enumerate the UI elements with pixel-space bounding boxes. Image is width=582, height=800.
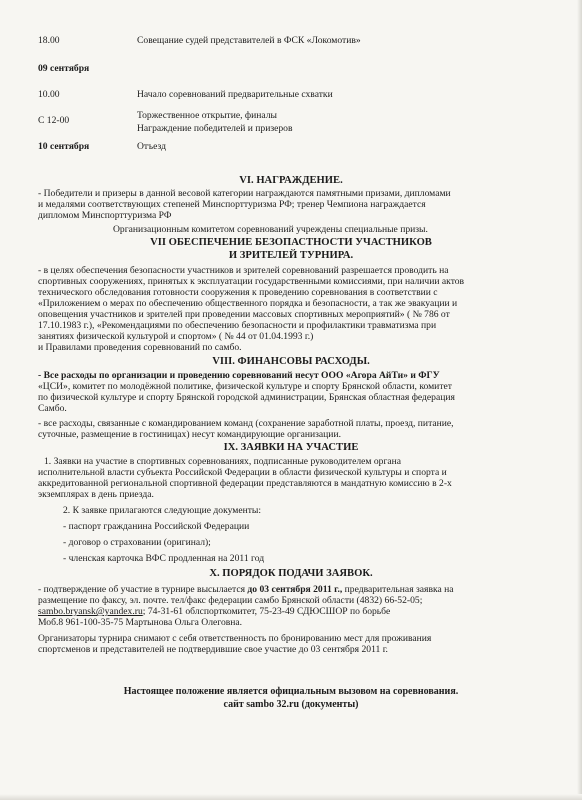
section-8-title: VIII. ФИНАНСОВЫ РАСХОДЫ. <box>212 356 370 367</box>
section-7-line: занятиях физической культурой и спортом» ( № 44 от 01.04.1993 г.) <box>38 331 314 342</box>
section-10-line: Моб.8 961-100-35-75 Мартынова Ольга Олеговна. <box>38 617 243 628</box>
section-8-line: «ЦСИ», комитет по молодёжной политике, физической культуре и спорту Брянской области, комитет <box>38 381 452 392</box>
section-9-line: 2. К заявке прилагаются следующие документы: <box>63 505 262 516</box>
footer-site: сайт sambo 32.ru (документы) <box>223 699 359 710</box>
section-10-line: sambo.bryansk@yandex.ru; 74-31-61 облспорткомитет, 75-23-49 СДЮСШОР по борьбе <box>38 606 391 617</box>
section-6-line: дипломом Минспорттуризма РФ <box>38 210 172 221</box>
section-10-line: - подтверждение об участие в турнире высылается до 03 сентября 2011 г., предварительная заявка на <box>38 584 454 595</box>
section-8-line: Самбо. <box>38 403 67 414</box>
section-6-line: и медалями соответствующих степеней Минспорттуризма РФ; тренер Чемпиона награждается <box>38 199 426 210</box>
section-10-title: X. ПОРЯДОК ПОДАЧИ ЗАЯВОК. <box>209 568 373 579</box>
scan-bottom-shadow <box>0 794 582 800</box>
section-7-line: технического обследования готовности сооружения к проведению соревнования в соответствии с <box>38 287 438 298</box>
section-9-line: - паспорт гражданина Российской Федерации <box>63 521 250 532</box>
schedule-text-3b: Награждение победителей и призеров <box>137 123 293 134</box>
section-9-line: исполнительной власти субъекта Российской Федерации в области физической культуры и спорта и <box>38 467 447 478</box>
section-6-title: VI. НАГРАЖДЕНИЕ. <box>239 175 343 186</box>
schedule-text-2: Начало соревнований предварительные схватки <box>137 89 333 100</box>
section-7-line: - в целях обеспечения безопасности участников и зрителей соревнований разрешается проводить на <box>38 265 449 276</box>
section-9-line: аккредитованной региональной спортивной федерации представляются в мандатную комиссию в 2-х <box>38 478 452 489</box>
section-7-title-2: И ЗРИТЕЛЕЙ ТУРНИРА. <box>228 250 354 261</box>
schedule-day-2: 09 сентября <box>38 63 90 74</box>
section-8-line: по физической культуре и спорту Брянской городской администрации, Брянская областная федерация <box>38 392 455 403</box>
section-7-line: 17.10.1983 г.), «Рекомендациями по обеспечению безопасности и профилактики травматизма при <box>38 320 437 331</box>
section-6-line: Организационным комитетом соревнований учреждены специальные призы. <box>113 224 428 235</box>
scan-edge-shadow <box>577 0 582 800</box>
footer-official-call: Настоящее положение является официальным вызовом на соревнования. <box>123 686 459 697</box>
schedule-time-1: 18.00 <box>38 35 60 46</box>
schedule-text-4: Отъезд <box>137 141 166 152</box>
section-7-title: VII ОБЕСПЕЧЕНИЕ БЕЗОПАСТНОСТИ УЧАСТНИКОВ <box>150 237 432 248</box>
section-7-line: оповещения участников и зрителей при проведении массовых спортивных мероприятий» ( № 786 от <box>38 309 450 320</box>
section-7-line: и Правилами проведения соревнований по самбо. <box>38 342 242 353</box>
section-7-line: спортивных сооружениях, принятых к эксплуатации государственными комиссиями, при наличии актов <box>38 276 465 287</box>
section-9-line: - договор о страховании (оригинал); <box>63 537 211 548</box>
section-9-line: 1. Заявки на участие в спортивных соревнованиях, подписанные руководителем органа <box>44 456 402 467</box>
section-7-line: «Приложением о мерах по обеспечению общественного порядка и безопасности, а так же эвакуации и <box>38 298 458 309</box>
section-9-line: экземплярах в день приезда. <box>38 489 154 500</box>
section-9-line: - членская карточка ВФС продленная на 2011 год <box>63 553 265 564</box>
schedule-day-3: 10 сентября <box>38 141 90 152</box>
email-link[interactable]: sambo.bryansk@yandex.ru <box>38 606 143 617</box>
section-8-line: суточные, размещение в гостиницах) несут командирующие организации. <box>38 429 341 440</box>
section-10-line: спортсменов и представителей не подтвердившие свое участие до 03 сентября 2011 г. <box>38 644 388 655</box>
section-8-line: - Все расходы по организации и проведению соревнований несут ООО «Агора АйТи» и ФГУ <box>38 370 440 381</box>
schedule-time-2: 10.00 <box>38 89 60 100</box>
section-10-line: размещение по факсу, эл. почте. тел/факс федерации самбо Брянской области (4832) 66-52-05; <box>38 595 423 606</box>
schedule-text-3a: Торжественное открытие, финалы <box>137 110 277 121</box>
section-6-line: - Победители и призеры в данной весовой категории награждаются памятными призами, дипломами <box>38 188 451 199</box>
section-10-line: Организаторы турнира снимают с себя ответственность по бронированию мест для проживания <box>38 633 432 644</box>
section-9-title: IX. ЗАЯВКИ НА УЧАСТИЕ <box>223 442 359 453</box>
section-8-line: - все расходы, связанные с командированием команд (сохранение заработной платы, проезд, питание, <box>38 418 454 429</box>
schedule-text-1: Совещание судей представителей в ФСК «Локомотив» <box>137 35 361 46</box>
schedule-time-3: С 12-00 <box>38 115 70 126</box>
